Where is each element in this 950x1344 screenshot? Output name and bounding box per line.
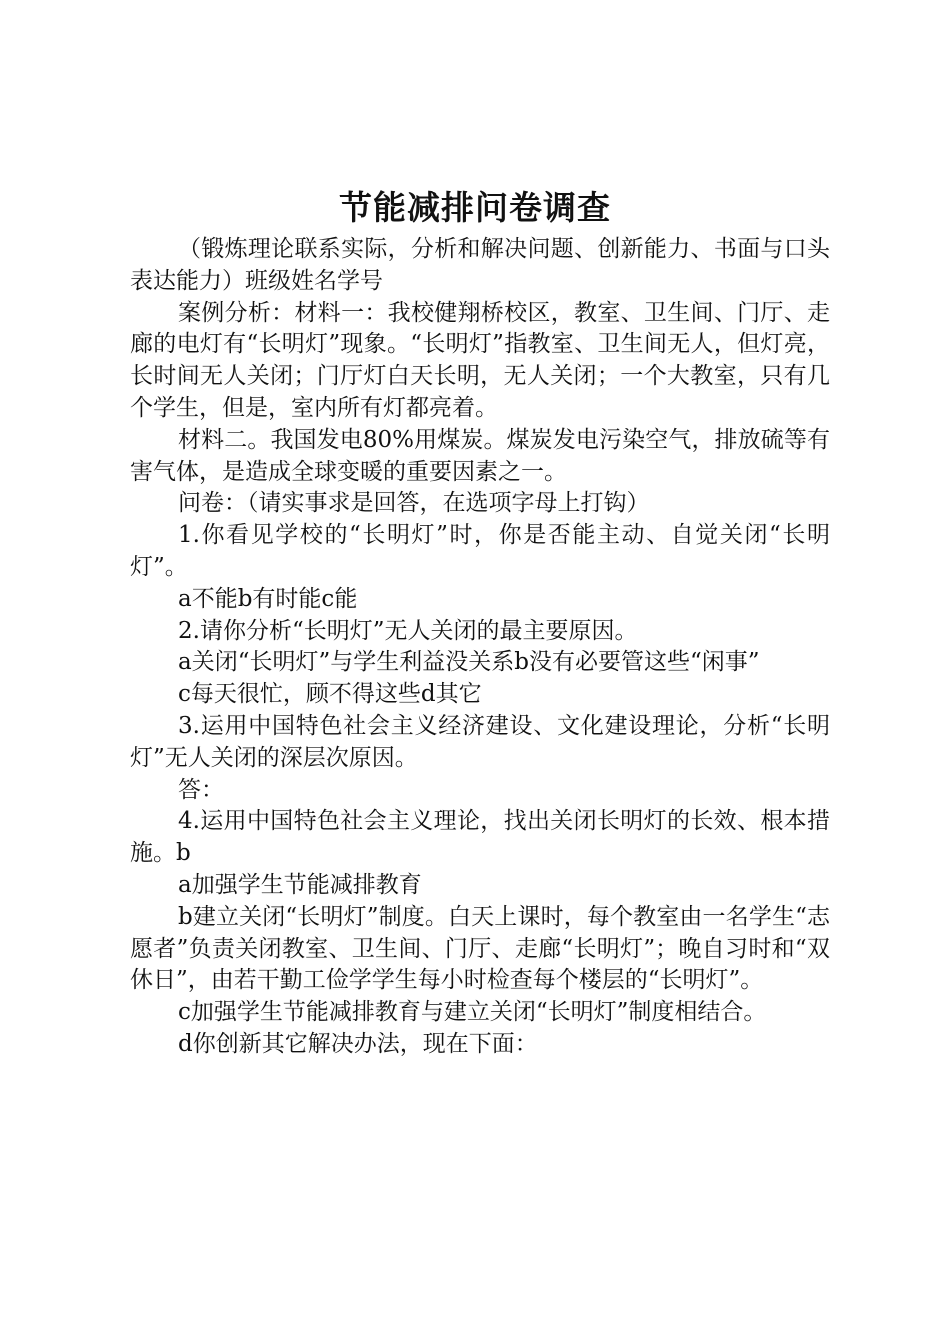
question-2-options-ab: a关闭“长明灯”与学生利益没关系b没有必要管这些“闲事” <box>178 649 760 676</box>
question-3: 3.运用中国特色社会主义经济建设、文化建设理论，分析“长明灯”无人关闭的深层次原因。 <box>130 712 830 771</box>
question-4-option-c: c加强学生节能减排教育与建立关闭“长明灯”制度相结合。 <box>178 999 767 1026</box>
document-body <box>130 234 830 1061</box>
question-2: 2.请你分析“长明灯”无人关闭的最主要原因。 <box>178 617 638 644</box>
paragraph-material-two: 材料二。我国发电80%用煤炭。煤炭发电污染空气，排放硫等有害气体，是造成全球变暖的重要因素之一。 <box>130 426 830 485</box>
question-4-option-d: d你创新其它解决办法，现在下面： <box>178 1030 538 1057</box>
paragraph-intro: （锻炼理论联系实际，分析和解决问题、创新能力、书面与口头表达能力）班级姓名学号 <box>130 236 830 294</box>
question-1-options: a不能b有时能c能 <box>178 585 358 612</box>
question-4: 4.运用中国特色社会主义理论，找出关闭长明灯的长效、根本措施。b <box>130 808 830 867</box>
document-title: 节能减排问卷调查 <box>339 188 611 227</box>
question-1: 1.你看见学校的“长明灯”时，你是否能主动、自觉关闭“长明灯”。 <box>130 522 830 580</box>
question-3-answer-label: 答： <box>178 776 224 803</box>
paragraph-questionnaire-instructions: 问卷：（请实事求是回答，在选项字母上打钩） <box>178 490 650 517</box>
paragraph-case-material-one: 案例分析：材料一：我校健翔桥校区，教室、卫生间、门厅、走廊的电灯有“长明灯”现象。“长明灯”指教室、卫生间无人，但灯亮，长时间无人关闭；门厅灯白天长明，无人关闭；一个大教室，只有几个学生，但是，室内所有灯都亮着。 <box>130 299 830 421</box>
question-4-option-b: b建立关闭“长明灯”制度。白天上课时，每个教室由一名学生“志愿者”负责关闭教室、卫生间、门厅、走廊“长明灯”；晚自习时和“双休日”，由若干勤工俭学学生每小时检查每个楼层的“长明灯”。 <box>130 903 830 994</box>
question-4-option-a: a加强学生节能减排教育 <box>178 871 422 898</box>
question-2-options-cd: c每天很忙，顾不得这些d其它 <box>178 681 482 708</box>
